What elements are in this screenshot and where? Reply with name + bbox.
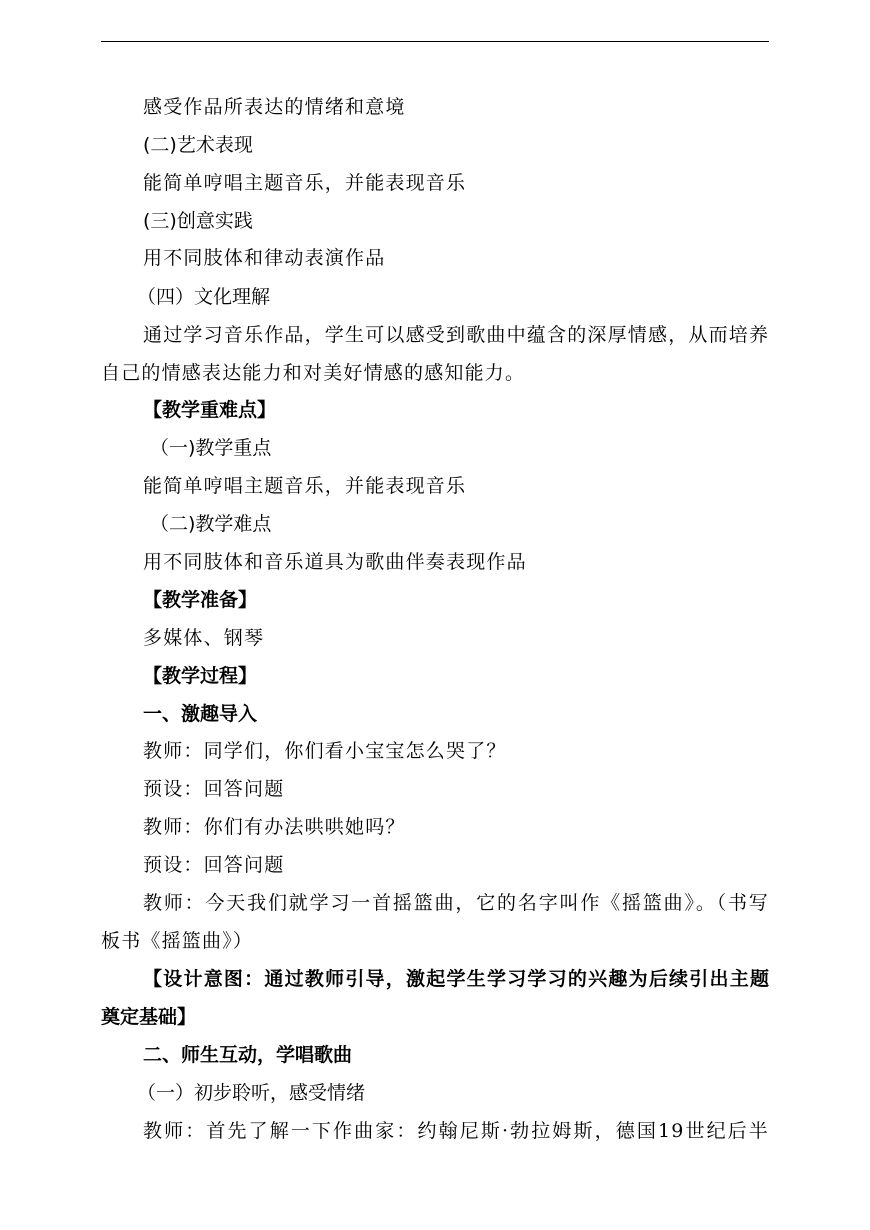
dialogue-line-4: 预设：回答问题 (143, 854, 285, 876)
dialogue-line-2: 预设：回答问题 (143, 778, 285, 800)
design-intent-line-1: 【设计意图：通过教师引导，激起学生学习学习的兴趣为后续引出主题 (143, 968, 769, 990)
objective-text-1: 感受作品所表达的情绪和意境 (143, 96, 406, 118)
section-preparation: 【教学准备】 (143, 589, 258, 611)
dialogue-line-3: 教师：你们有办法哄哄她吗？ (143, 816, 406, 838)
objective-text-2: 能简单哼唱主题音乐，并能表现音乐 (143, 172, 467, 194)
difficult-points-text: 用不同肢体和音乐道具为歌曲伴奏表现作品 (143, 551, 527, 573)
header-rule (101, 41, 769, 42)
heading-cultural-understanding: （四）文化理解 (137, 286, 271, 308)
heading-difficult-points: （二)教学难点 (150, 513, 272, 535)
dialogue-line-6: 板书《摇篮曲》） (101, 930, 254, 952)
section-process: 【教学过程】 (143, 665, 258, 687)
heading-first-listening: （一）初步聆听，感受情绪 (137, 1082, 366, 1104)
heading-creative-practice: (三)创意实践 (143, 210, 253, 232)
preparation-text: 多媒体、钢琴 (143, 627, 265, 649)
heading-key-points: （一)教学重点 (150, 437, 272, 459)
cultural-paragraph-line-1: 通过学习音乐作品，学生可以感受到歌曲中蕴含的深厚情感，从而培养 (143, 324, 770, 346)
heading-introduction: 一、激趣导入 (143, 703, 258, 725)
dialogue-line-1: 教师：同学们，你们看小宝宝怎么哭了？ (143, 740, 507, 762)
composer-text-line-1: 教师：首先了解一下作曲家：约翰尼斯·勃拉姆斯，德国19世纪后半 (143, 1120, 769, 1142)
cultural-paragraph-line-2: 自己的情感表达能力和对美好情感的感知能力。 (101, 362, 526, 384)
design-intent-line-2: 奠定基础】 (101, 1006, 197, 1028)
dialogue-line-5: 教师：今天我们就学习一首摇篮曲，它的名字叫作《摇篮曲》。（书写 (143, 892, 769, 914)
section-key-difficult-points: 【教学重难点】 (143, 399, 277, 421)
objective-text-3: 用不同肢体和律动表演作品 (143, 247, 386, 269)
key-points-text: 能简单哼唱主题音乐，并能表现音乐 (143, 475, 467, 497)
heading-interaction: 二、师生互动，学唱歌曲 (143, 1044, 353, 1066)
heading-artistic-expression: (二)艺术表现 (143, 134, 253, 156)
